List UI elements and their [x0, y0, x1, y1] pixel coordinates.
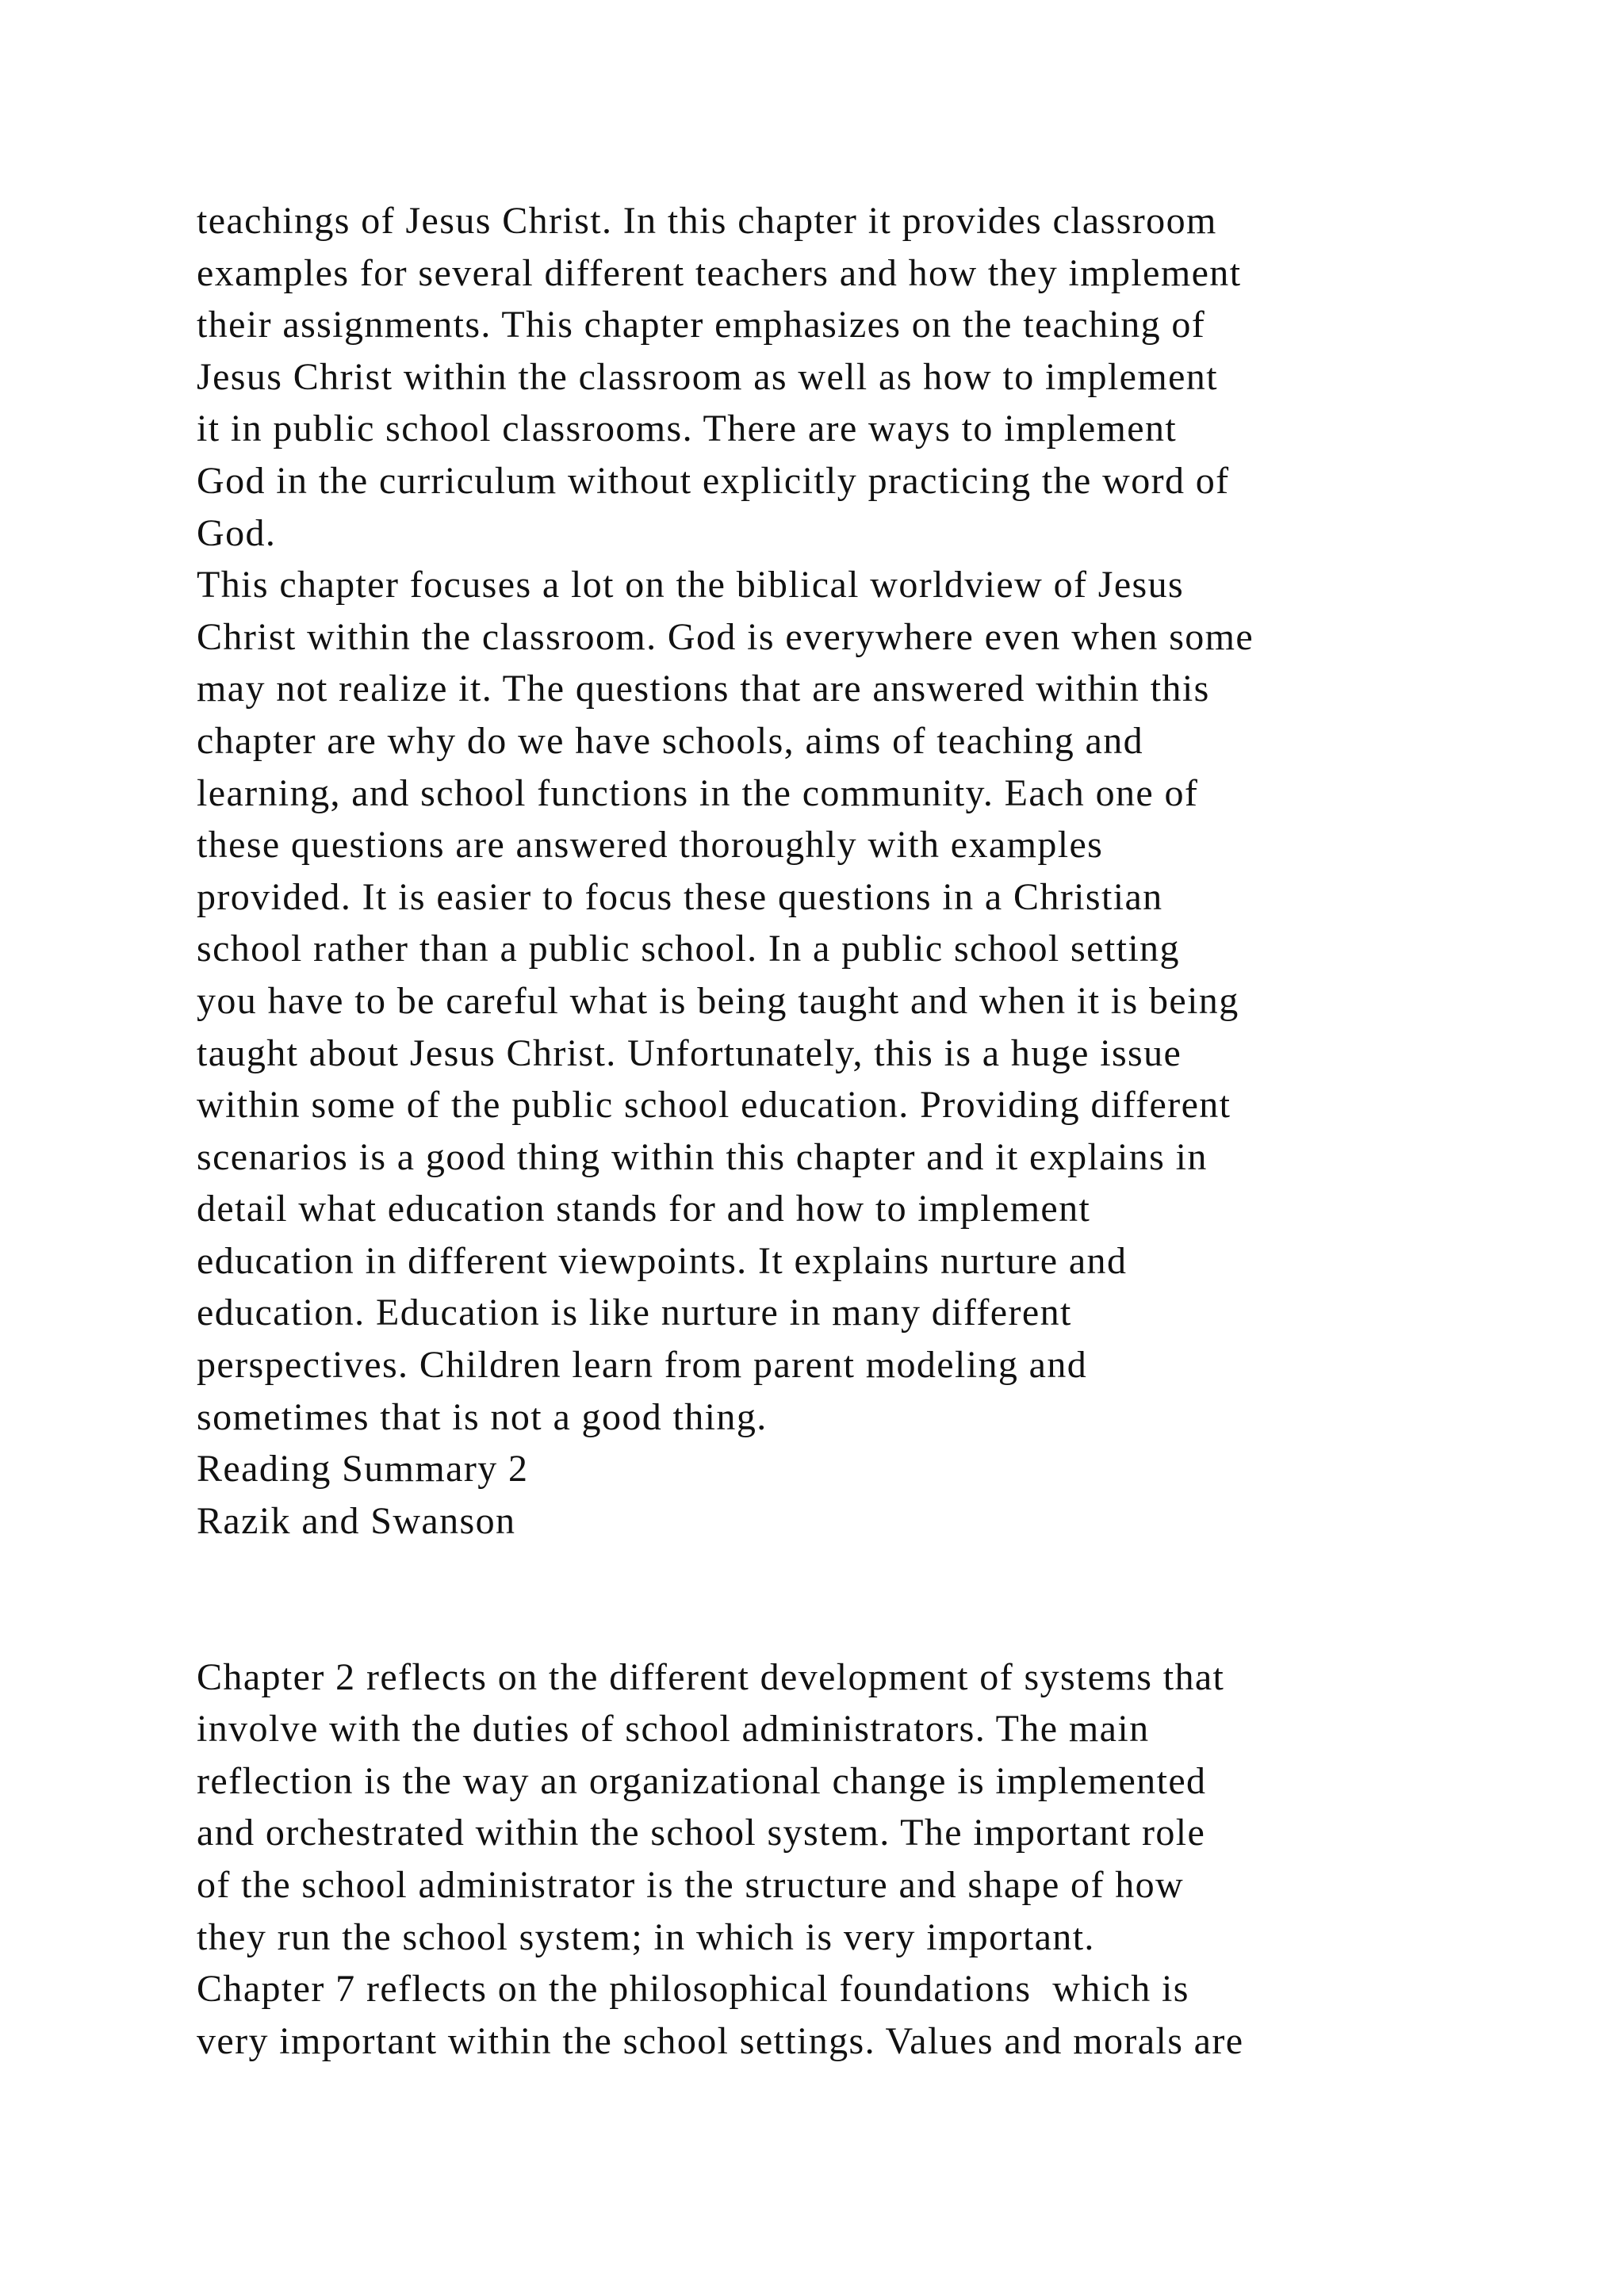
text-line: chapter are why do we have schools, aims of teaching and: [197, 719, 1144, 762]
document-body: [197, 195, 1465, 2067]
text-line: sometimes that is not a good thing.: [197, 1395, 768, 1438]
author-line: Razik and Swanson: [197, 1499, 516, 1542]
text-line: and orchestrated within the school system. The important role: [197, 1812, 1206, 1854]
text-line: Christ within the classroom. God is everywhere even when some: [197, 615, 1254, 658]
text-line: of the school administrator is the structure and shape of how: [197, 1864, 1185, 1906]
text-line: examples for several different teachers and how they implement: [197, 251, 1242, 294]
text-line: school rather than a public school. In a public school setting: [197, 928, 1180, 970]
text-line: education in different viewpoints. It explains nurture and: [197, 1239, 1128, 1282]
blank-space: [197, 1547, 1465, 1651]
text-line: these questions are answered thoroughly with examples: [197, 824, 1104, 867]
text-line: detail what education stands for and how to implement: [197, 1188, 1091, 1230]
text-line: perspectives. Children learn from parent modeling and: [197, 1344, 1088, 1387]
text-line: involve with the duties of school administrators. The main: [197, 1708, 1150, 1751]
text-line: they run the school system; in which is very important.: [197, 1915, 1095, 1958]
text-line: may not realize it. The questions that are answered within this: [197, 668, 1210, 710]
text-line: very important within the school settings. Values and morals are: [197, 2019, 1244, 2062]
text-line: provided. It is easier to focus these questions in a Christian: [197, 875, 1163, 918]
text-line: within some of the public school education. Providing different: [197, 1084, 1231, 1127]
text-line: their assignments. This chapter emphasizes on the teaching of: [197, 304, 1206, 346]
text-line: Chapter 2 reflects on the different development of systems that: [197, 1655, 1225, 1698]
text-line: you have to be careful what is being taught and when it is being: [197, 979, 1239, 1022]
text-line: taught about Jesus Christ. Unfortunately, this is a huge issue: [197, 1031, 1182, 1074]
text-line: scenarios is a good thing within this chapter and it explains in: [197, 1135, 1208, 1178]
text-line: Jesus Christ within the classroom as well as how to implement: [197, 355, 1218, 398]
text-line: it in public school classrooms. There are ways to implement: [197, 408, 1178, 450]
text-line: God.: [197, 511, 277, 554]
text-line: teachings of Jesus Christ. In this chapter it provides classroom: [197, 200, 1217, 242]
text-line: This chapter focuses a lot on the biblical worldview of Jesus: [197, 564, 1185, 607]
section-heading: Reading Summary 2: [197, 1448, 529, 1490]
text-line: education. Education is like nurture in many different: [197, 1292, 1072, 1334]
text-line: reflection is the way an organizational change is implemented: [197, 1759, 1207, 1802]
text-line: Chapter 7 reflects on the philosophical foundations which is: [197, 1968, 1189, 2011]
text-line: God in the curriculum without explicitly practicing the word of: [197, 459, 1230, 502]
text-line: learning, and school functions in the community. Each one of: [197, 771, 1199, 814]
